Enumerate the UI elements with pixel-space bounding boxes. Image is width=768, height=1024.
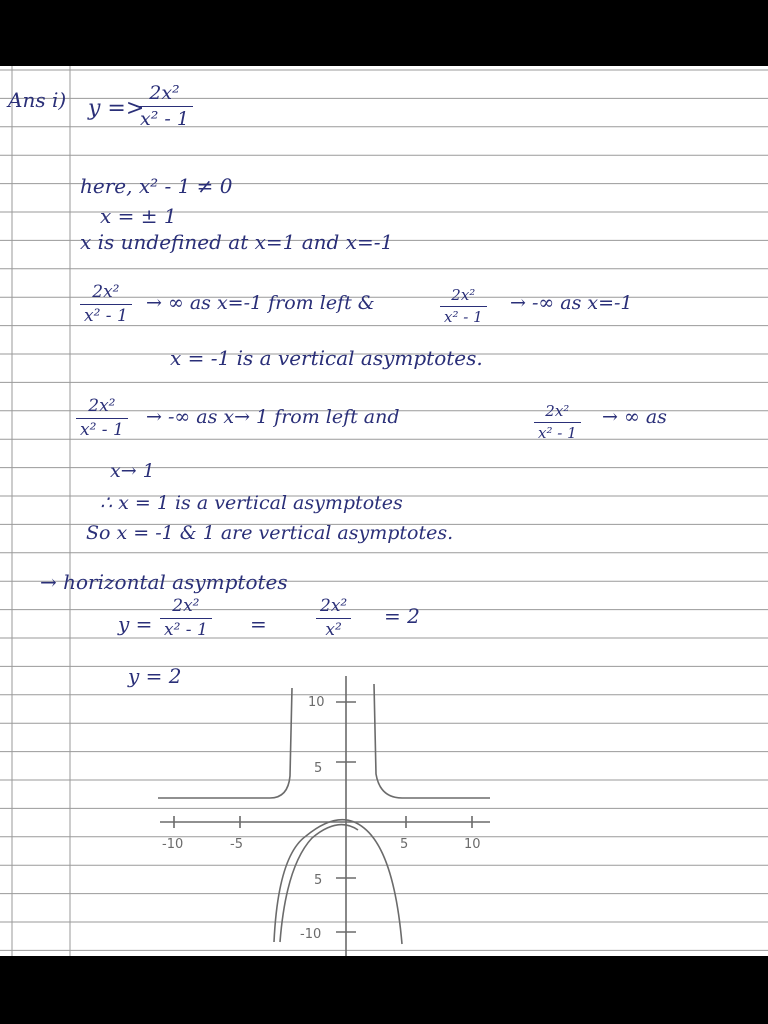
function-fraction (136, 84, 193, 129)
fraction-1-denominator: x² - 1 (80, 304, 132, 325)
fraction-6-numerator: 2x² (320, 596, 348, 616)
middle-branch-curve (274, 820, 402, 944)
fraction-4-denominator: x² - 1 (534, 422, 581, 441)
vertical-2-conclusion: ∴ x = 1 is a vertical asymptotes (100, 492, 403, 514)
left-branch-curve (158, 688, 292, 798)
x-tick-label-5: 5 (400, 837, 409, 852)
fraction-5-numerator: 2x² (172, 596, 200, 616)
fraction-1 (80, 284, 132, 325)
x-tick-label--10: -10 (162, 837, 184, 852)
horizontal-equals: = (250, 612, 267, 636)
condition-line: here, x² - 1 ≠ 0 (80, 174, 233, 198)
fraction-3-denominator: x² - 1 (76, 418, 128, 439)
horizontal-lhs: y = (118, 612, 153, 636)
fraction-2 (440, 288, 487, 325)
fraction-6-denominator: x² (316, 618, 351, 639)
function-numerator: 2x² (149, 82, 180, 104)
vertical-1-conclusion: x = -1 is a vertical asymptotes. (170, 346, 483, 370)
vertical-2-text-a: → -∞ as x→ 1 from left and (146, 406, 400, 428)
roots-line: x = ± 1 (100, 204, 177, 228)
answer-label: Ans i) (8, 88, 67, 112)
right-branch-curve (374, 684, 490, 798)
fraction-1-numerator: 2x² (92, 282, 120, 302)
y-tick-label-5: 5 (314, 761, 323, 776)
vertical-summary: So x = -1 & 1 are vertical asymptotes. (86, 522, 454, 544)
fraction-3 (76, 398, 128, 439)
fraction-2-numerator: 2x² (451, 286, 476, 304)
fraction-6 (316, 598, 351, 639)
horizontal-rhs: = 2 (384, 604, 420, 628)
horizontal-heading: → horizontal asymptotes (40, 570, 288, 594)
y-tick-label-10: 10 (308, 695, 325, 710)
notebook-page (0, 66, 768, 956)
undefined-line: x is undefined at x=1 and x=-1 (80, 230, 394, 254)
graph-sketch (150, 676, 530, 956)
fraction-5-denominator: x² - 1 (160, 618, 212, 639)
function-lhs: y => (88, 96, 145, 121)
x-tick-label-10: 10 (464, 837, 481, 852)
fraction-3-numerator: 2x² (88, 396, 116, 416)
fraction-4-numerator: 2x² (545, 402, 570, 420)
vertical-2-text-c: x→ 1 (110, 460, 155, 482)
fraction-2-denominator: x² - 1 (440, 306, 487, 325)
function-denominator: x² - 1 (136, 106, 193, 129)
vertical-2-text-b: → ∞ as (602, 406, 667, 428)
vertical-1-text-b: → -∞ as x=-1 (510, 292, 633, 314)
fraction-4 (534, 404, 581, 441)
y-tick-label--10: -10 (300, 927, 322, 942)
fraction-5 (160, 598, 212, 639)
y-tick-label--5: 5 (314, 873, 323, 888)
x-tick-label--5: -5 (230, 837, 243, 852)
horizontal-result: y = 2 (128, 664, 182, 688)
vertical-1-text-a: → ∞ as x=-1 from left & (146, 292, 375, 314)
